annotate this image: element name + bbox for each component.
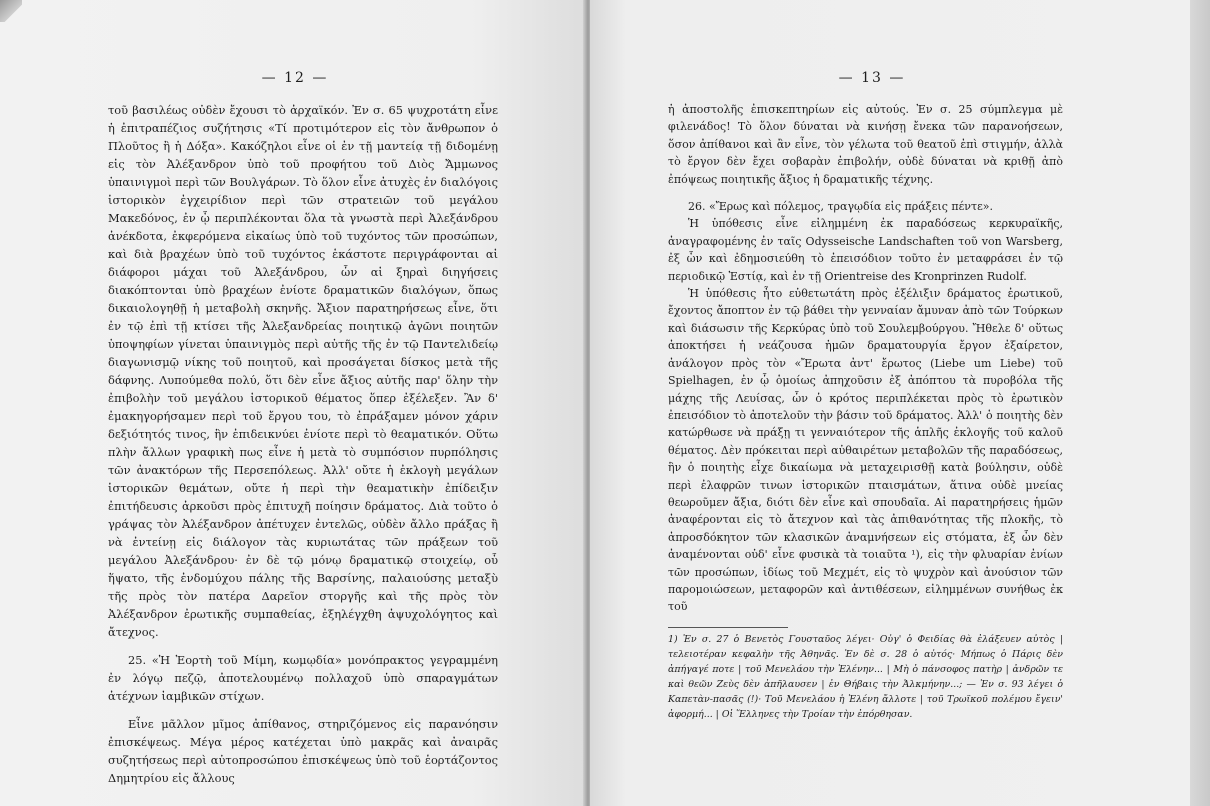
right-paragraph: ἡ ἀποστολῆς ἐπισκεπτηρίων εἰς αὐτούς. Ἐν σ. 25 σύμπλεγμα μὲ φιλενάδος! Τὸ ὅλον δύναται νὰ κινήσῃ ἔνεκα τῶν παρανοήσεων, ὅσον ἀπίθανοι καὶ ἂν εἶνε, τὸν γέλωτα τοῦ θεατοῦ ἐπὶ στιγμήν, ἀλλὰ τὸ ἔργον δὲν ἔχει σοβαρὰν ἐπιβολήν, οὐδὲ δύναται νὰ κριθῇ ἀπὸ ἐπόψεως ποιητικῆς ἄξιος ἡ δραματικῆς τέχνης.	[668, 103, 1063, 186]
left-page-number: — 12 —	[261, 70, 329, 86]
left-page	[0, 0, 590, 806]
right-paragraph: Ἡ ὑπόθεσις εἶνε εἰλημμένη ἐκ παραδόσεως κερκυραϊκῆς, ἀναγραφομένης ἐν ταῖς Odysseische Landschaften τοῦ von Warsberg, ἐξ ὧν καὶ ἐδημοσιεύθη τὸ ἐπεισόδιον τοῦτο ἐν μεταφράσει ἐν τῷ περιοδικῷ Ἑστίᾳ, καὶ ἐν τῇ Orientreise des Kronprinzen Rudolf.	[668, 217, 1063, 283]
right-page	[590, 0, 1190, 806]
right-page-body	[668, 101, 1063, 616]
right-paragraph-heading-26: 26. «Ἔρως καὶ πόλεμος, τραγῳδία εἰς πράξεις πέντε».	[688, 200, 993, 214]
right-paragraph: Ἡ ὑπόθεσις ἦτο εὐθετωτάτη πρὸς ἐξέλιξιν δράματος ἐρωτικοῦ, ἔχοντος ἄποπτον ἐν τῷ βάθει τὴν γενναίαν ἄμυναν ἀπὸ τῶν Τούρκων καὶ διάσωσιν τῆς Κερκύρας ὑπὸ τοῦ Σουλεμβούργου. Ἤθελε δ' οὕτως ἀποκτήσει ἡ νεάζουσα ἡμῶν δραματουργία ἔργον ἐξαίρετον, ἀνάλογον πρὸς τὸν «Ἔρωτα ἀντ' ἔρωτος (Liebe um Liebe) τοῦ Spielhagen, ἐν ᾧ ὁμοίως ἀπηχοῦσιν ἐξ ἀπόπτου τὰ πυροβόλα τῆς μάχης τῆς Λευίσας, ὧν ὁ κρότος περιπλέκεται πρὸς τὸ ἐρωτικὸν ἐπεισόδιον τὸ ἀποτελοῦν τὴν βάσιν τοῦ δράματος. Ἀλλ' ὁ ποιητὴς δὲν κατώρθωσε νὰ πράξῃ τι γενναιότερον τῆς ἁπλῆς ἐκλογῆς τοῦ καλοῦ θέματος. Δὲν πρόκειται περὶ αὐθαιρέτων μεταβολῶν τῆς παραδόσεως, ἣν ὁ ποιητὴς εἶχε δικαίωμα νὰ μεταχειρισθῇ κατὰ βούλησιν, οὐδὲ περὶ ἐλαφρῶν τινων ἱστορικῶν πταισμάτων, ἅτινα οὐδὲ μνείας θεωροῦμεν ἄξια, διότι δὲν εἶνε καὶ σπουδαῖα. Αἱ παρατηρήσεις ἡμῶν ἀναφέρονται εἰς τὸ ἄτεχνον καὶ τὰς ἀπιθανότητας τῆς πλοκῆς, τὸ ἀπροσδόκητον τῶν κλασικῶν ἀναμνήσεων εἰς στόματα, ἐξ ὧν δὲν ἀναμένονται οὐδ' εἶνε φυσικὰ τὰ τοιαῦτα ¹), εἰς τὴν φλυαρίαν ἐνίων τῶν προσώπων, ἰδίως τοῦ Μεχμέτ, εἰς τὸ ψυχρὸν καὶ ἀνούσιον τῶν παρομοιώσεων, μεταφορῶν καὶ ἀντιθέσεων, εἰλημμένων συνήθως ἐκ τοῦ	[668, 287, 1063, 614]
left-paragraph-heading-25: 25. «Ἡ Ἑορτὴ τοῦ Μίμη, κωμῳδία» μονόπρακτος γεγραμμένη ἐν λόγῳ πεζῷ, ἀποτελουμένῳ πολλαχοῦ ὑπὸ σπαραγμάτων ἀτέχνων ἰαμβικῶν στίχων.	[108, 653, 498, 703]
left-page-body	[108, 101, 498, 787]
page-edge	[1190, 0, 1210, 806]
footnote-1: 1) Ἐν σ. 27 ὁ Βενετὸς Γουσταῦος λέγει· Οὐγ' ὁ Φειδίας θὰ ἐλάξευεν αὐτὸς | τελειοτέραν κεφαλὴν τῆς Ἀθηνᾶς. Ἐν δὲ σ. 28 ὁ αὐτός· Μήπως ὁ Πάρις δὲν ἀπήγαγέ ποτε | τοῦ Μενελάου τὴν Ἑλένην... | Μὴ ὁ πάνσοφος πατὴρ | ἀνδρῶν τε καὶ θεῶν Ζεὺς δὲν ἀπῆλαυσεν | ἐν Θήβαις τὴν Ἀλκμήνην...; — Ἐν σ. 93 λέγει ὁ Καπετὰν-πασᾶς (!)· Τοῦ Μενελάου ἡ Ἑλένη ἄλλοτε | τοῦ Τρωϊκοῦ πολέμου ἔγειν' ἀφορμή... | Οἱ Ἕλληνες τὴν Τροίαν τὴν ἐπόρθησαν.	[668, 634, 1063, 720]
left-paragraph: τοῦ βασιλέως οὐδὲν ἔχουσι τὸ ἀρχαϊκόν. Ἐν σ. 65 ψυχροτάτη εἶνε ἡ ἐπιτραπέζιος συζήτησις «Τί προτιμότερον εἰς τὸν ἄνθρωπον ὁ Πλοῦτος ἢ ἡ Δόξα». Κακόζηλοι εἶνε οἱ ἐν τῇ μαντείᾳ τῇ διδομένῃ εἰς τὸν Ἀλέξανδρον ὑπὸ τοῦ προφήτου τοῦ Διὸς Ἄμμωνος ὑπαινιγμοὶ περὶ τῶν Βουλγάρων. Τὸ ὅλον εἶνε ἀτυχὲς ἐν διαλόγοις ἱστορικὸν ἐγχειρίδιον περὶ τῶν στρατειῶν τοῦ μεγάλου Μακεδόνος, ἐν ᾧ περιπλέκονται ὅλα τὰ γνωστὰ περὶ Ἀλεξάνδρου ἀνέκδοτα, ἐκφερόμενα εἰκαίως ὑπὸ τοῦ τυχόντος τῶν προσώπων, καὶ διὰ βραχέων ὑπὸ τοῦ τυχόντος ἑκάστοτε περιγράφονται αἱ διάφοροι μάχαι τοῦ Ἀλεξάνδρου, ὧν αἱ ξηραὶ διηγήσεις διακόπτονται ὑπὸ βραχέων ἐνίοτε δραματικῶν διαλόγων, ὅπως δικαιολογηθῇ ἡ μεταβολὴ σκηνῆς. Ἄξιον παρατηρήσεως εἶνε, ὅτι ἐν τῷ ἐπὶ τῇ κτίσει τῆς Ἀλεξανδρείας ποιητικῷ ἀγῶνι ποιητῶν ὑποψηφίων γίνεται ὑπαινιγμὸς περὶ αὐτῆς τῆς ἐν τῷ Παντελιδείῳ διαγωνισμῷ νίκης τοῦ ποιητοῦ, καὶ προσάγεται δίσκος μετὰ τῆς δάφνης. Λυπούμεθα πολύ, ὅτι δὲν εἶνε ἄξιος αὐτῆς παρ' ὅλην τὴν ἐπιβολὴν τοῦ μεγάλου ἱστορικοῦ θέματος ὅπερ ἐξέλεξεν. Ἂν δ' ἐμακηγορήσαμεν περὶ τοῦ ἔργου του, τὸ ἐπράξαμεν μόνον χάριν δεξιότητός τινος, ἣν ἐπιδεικνύει ἐνίοτε περὶ τὸ θεαματικόν. Οὕτω πλὴν ἄλλων γραφικὴ πως εἶνε ἡ μετὰ τὸ συμπόσιον πυρπόλησις τῶν ἀνακτόρων τῆς Περσεπόλεως. Ἀλλ' οὔτε ἡ ἐκλογὴ μεγάλων ἱστορικῶν θεμάτων, οὔτε ἡ περὶ τὴν θεαματικὴν ἐπίδειξιν ἐπιτήδευσις ἀρκοῦσι πρὸς ἐπιτυχῆ ποίησιν δράματος. Διὰ τοῦτο ὁ γράψας τὸν Ἀλέξανδρον ἀπέτυχεν ἐντελῶς, οὐδὲν ἄλλο πράξας ἢ νὰ ἐντείνῃ εἰς διάλογον τὰς κυριωτάτας τῶν πράξεων τοῦ μεγάλου Ἀλεξάνδρου· ἐν δὲ τῷ μόνῳ δραματικῷ στοιχείῳ, οὗ ἥψατο, τῆς ἐνδομύχου πάλης τῆς Βαρσίνης, παλαιούσης μεταξὺ τῆς πρὸς τὸν πατέρα Δαρεῖον στοργῆς καὶ τῆς πρὸς τὸν Ἀλέξανδρον ἐρωτικῆς συμπαθείας, ἐξηλέγχθη ἀψυχολόγητος καὶ ἄτεχνος.	[108, 103, 499, 639]
page-corner-fold	[0, 0, 22, 22]
left-paragraph: Εἶνε μᾶλλον μῖμος ἀπίθανος, στηριζόμενος εἰς παρανόησιν ἐπισκέψεως. Μέγα μέρος κατέχεται ὑπὸ μακρᾶς καὶ ἀναιρᾶς συζητήσεως περὶ αὐτοπροσώπου ἐπισκέψεως ὑπὸ τοῦ ἑορτάζοντος Δημητρίου εἰς ἄλλους	[108, 717, 498, 785]
right-page-footnotes	[668, 632, 1063, 722]
footnote-rule	[668, 627, 788, 628]
right-page-number: — 13 —	[838, 70, 906, 86]
